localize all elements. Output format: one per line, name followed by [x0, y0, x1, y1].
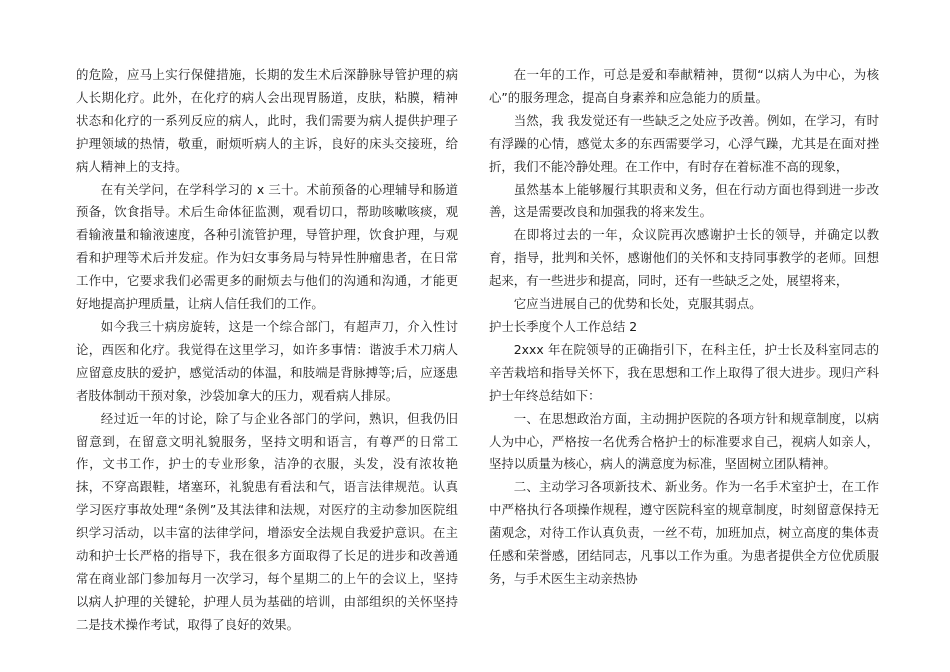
paragraph: 在一年的工作，可总是爱和奉献精神，贯彻“以病人为中心，为核心”的服务理念，提高自身素养和应急能力的质量。	[489, 67, 879, 105]
paragraph: 当然，我 我发觉还有一些缺乏之处应予改善。例如，在学习，有时有浮躁的心情，感觉太多的东西需要学习，心浮气躁，尤其是在面对挫折，我们不能冷静处理。在工作中，有时存在着标准不高的现象，	[489, 112, 879, 174]
paragraph: 二、主动学习各项新技术、新业务。作为一名手术室护士，在工作中严格执行各项操作规程，遵守医院科室的规章制度，时刻留意保持无菌观念，对待工作认真负责，一丝不苟，加班加点，树立高度的集体责任感和荣誉感，团结同志，凡事以工作为重。为患者提供全方位优质服务，与手术医生主动亲热协	[489, 479, 879, 586]
right-column	[489, 64, 879, 591]
paragraph: 一、在思想政治方面，主动拥护医院的各项方针和规章制度，以病人为中心，严格按一名优秀合格护士的标准要求自己，视病人如亲人，坚持以质量为核心，病人的满意度为标准，坚固树立团队精神。	[489, 410, 879, 472]
paragraph: 虽然基本上能够履行其职责和义务，但在行动方面也得到进一步改善，这是需要改良和加强我的将来发生。	[489, 181, 879, 220]
section-heading: 护士长季度个人工作总结 2	[489, 318, 638, 334]
paragraph: 如今我三十病房旋转，这是一个综合部门，有超声刀，介入性讨论，西医和化疗。我觉得在这里学习，如许多事情：谐波手术刀病人应留意皮肤的爱护，感觉活动的体温，和肢端是背脉搏等;后，应逐患者肢体制动干预对象，沙袋加拿大的压力，观看病人排尿。	[76, 318, 458, 403]
paragraph: 它应当进展自己的优势和长处，克服其弱点。	[513, 296, 762, 312]
paragraph: 在即将过去的一年，众议院再次感谢护士长的领导，并确定以教育，指导，批判和关怀，感谢他们的关怀和支持同事教学的老师。回想起来，有一些进步和提高，同时，还有一些缺乏之处，展望将来，	[489, 227, 879, 289]
left-column	[76, 64, 458, 637]
paragraph: 在有关学问，在学科学习的 x 三十。术前预备的心理辅导和肠道预备，饮食指导。术后生命体征监测，观看切口，帮助咳嗽咳痰，观看输液量和输液速度，各种引流管护理，导管护理，饮食护理，与观看和护理等术后并发症。作为妇女事务局与特异性肿瘤患者，在日常工作中，它要求我们必需更多的耐烦去与他们的沟通和沟通，才能更好地提高护理质量，让病人信任我们的工作。	[76, 181, 458, 312]
paragraph: 的危险，应马上实行保健措施，长期的发生术后深静脉导管护理的病人长期化疗。此外，在化疗的病人会出现胃肠道，皮肤，粘膜，精神状态和化疗的一系列反应的病人，此时，我们需要为病人提供护理子护理领域的热情，敬重，耐烦听病人的主诉，良好的床头交接班，给病人精神上的支持。	[76, 67, 458, 174]
paragraph: 经过近一年的讨论，除了与企业各部门的学问，熟识，但我仍旧留意到，在留意文明礼貌服务，坚持文明和语言，有尊严的日常工作，文书工作，护士的专业形象，洁净的衣服，头发，没有浓妆艳抹，不穿高跟鞋，堵塞环，礼貌患有看法和气，语言法律规范。认真学习医疗事故处理“条例”及其法律和法规，对医疗的主动参加医院组织学习活动，以丰富的法律学问，增添安全法规自我爱护意识。在主动和护士长严格的指导下，我在很多方面取得了长足的进步和改善通常在商业部门参加每月一次学习，每个星期二的上午的会议上，坚持以病人护理的关键轮，护理人员为基础的培训，由部组织的关怀坚持二是技术操作考试，取得了良好的效果。	[76, 410, 458, 632]
paragraph: 2xxx 年在院领导的正确指引下，在科主任，护士长及科室同志的辛苦栽培和指导关怀下，我在思想和工作上取得了很大进步。现归产科护士年终总结如下：	[489, 341, 879, 403]
